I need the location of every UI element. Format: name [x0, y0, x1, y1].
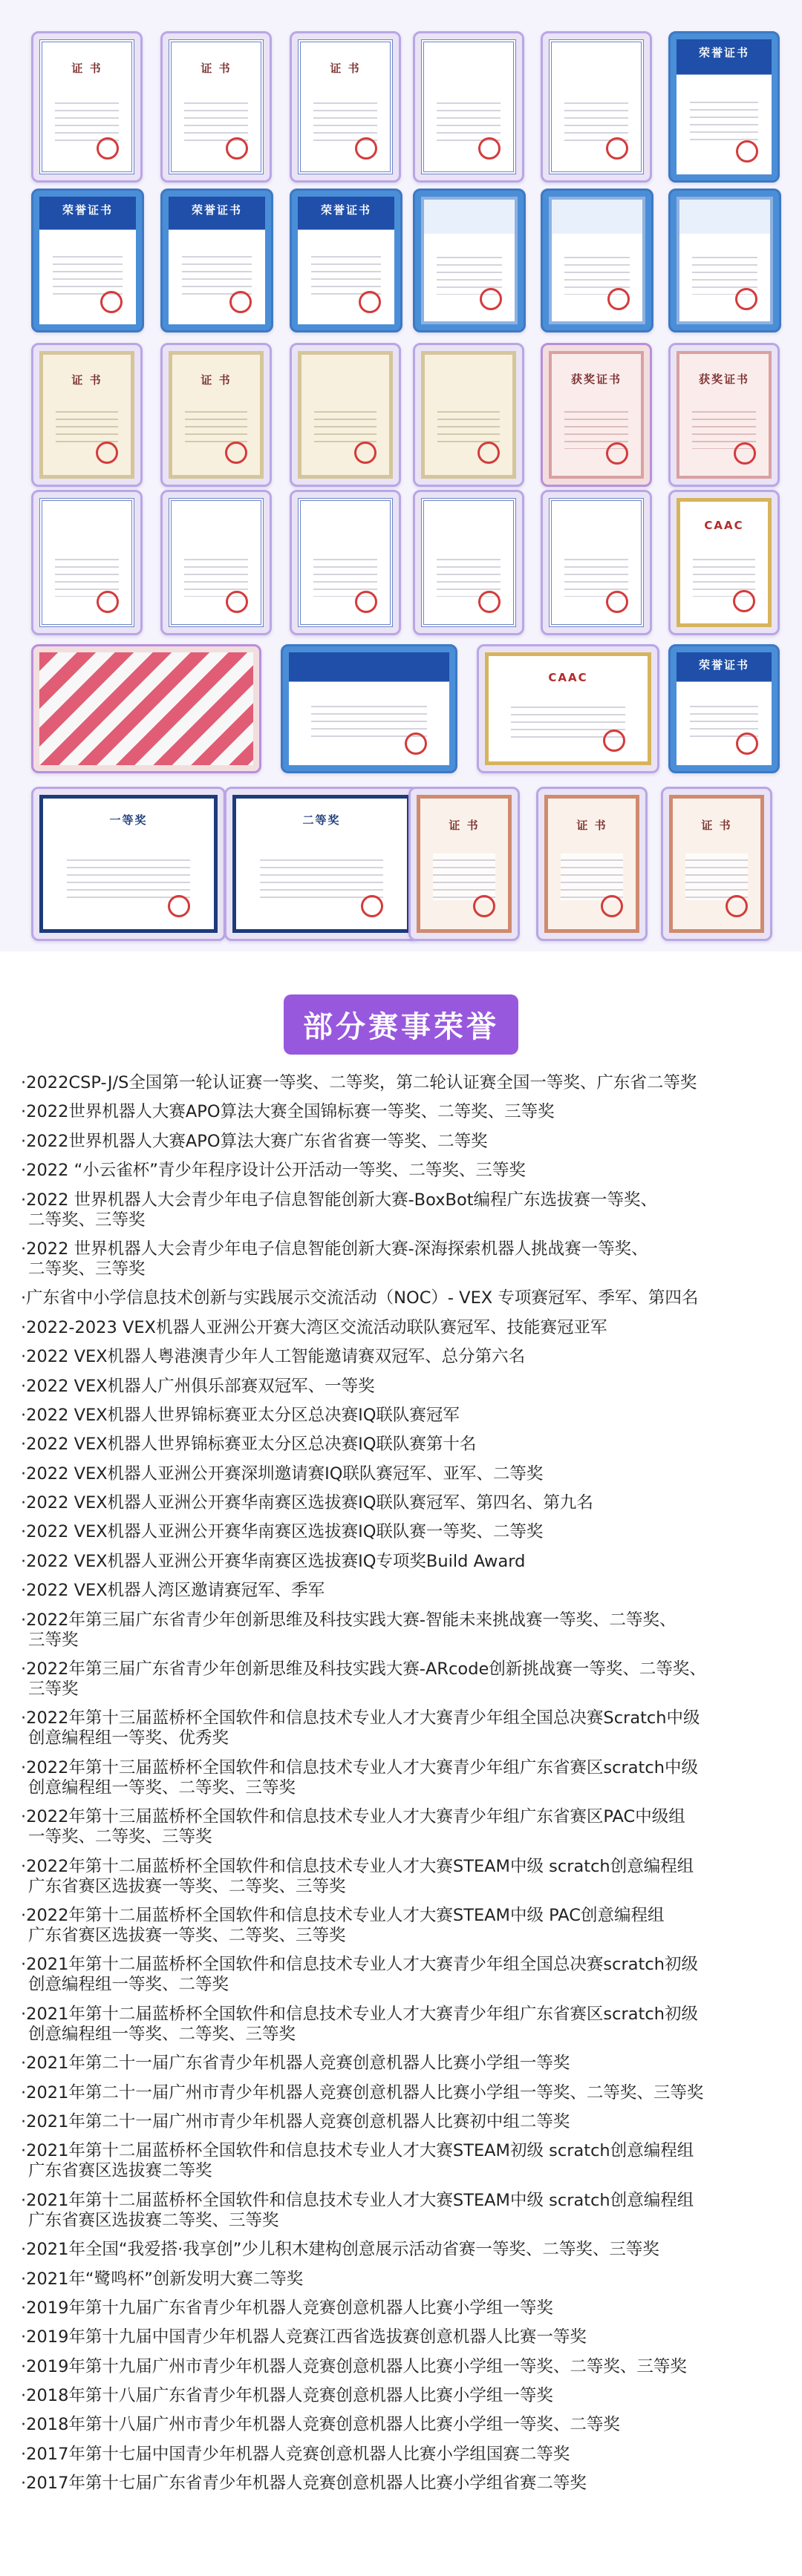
certificate-card	[668, 189, 781, 332]
award-item: ·2022年第十二届蓝桥杯全国软件和信息技术专业人才大赛STEAM中级 scratch创意编程组 广东省赛区选拔赛一等奖、二等奖、三等奖	[21, 1856, 694, 1896]
award-item: ·2022 VEX机器人世界锦标赛亚太分区总决赛IQ联队赛第十名	[21, 1435, 477, 1455]
certificate-title: 荣誉证书	[62, 203, 113, 217]
award-item: ·2017年第十七届广东省青少年机器人竞赛创意机器人比赛小学组省赛二等奖	[21, 2474, 587, 2494]
certificate-title: 获奖证书	[570, 372, 622, 386]
award-item: ·2022 VEX机器人广州俱乐部赛双冠军、一等奖	[21, 1376, 375, 1396]
certificate-card	[31, 787, 226, 941]
certificate-card	[408, 787, 520, 941]
certificate-card	[160, 343, 272, 487]
certificate-paper	[298, 197, 394, 324]
seal-icon	[355, 591, 377, 613]
certificate-card	[31, 644, 261, 773]
seal-icon	[478, 591, 501, 613]
certificate-paper	[39, 197, 136, 324]
seal-icon	[405, 733, 427, 755]
certificate-paper	[169, 351, 264, 479]
award-item: ·2022 VEX机器人亚洲公开赛华南赛区选拔赛IQ联队赛一等奖、二等奖	[21, 1522, 544, 1542]
award-item: ·2022年第十三届蓝桥杯全国软件和信息技术专业人才大赛青少年组广东省赛区PAC中级组 一等奖、二等奖、三等奖	[21, 1807, 685, 1847]
certificate-title: 二等奖	[302, 813, 341, 827]
award-item: ·2021年第二十一届广州市青少年机器人竞赛创意机器人比赛初中组二等奖	[21, 2111, 570, 2131]
award-item: ·2021年第十二届蓝桥杯全国软件和信息技术专业人才大赛STEAM初级 scratch创意编程组 广东省赛区选拔赛二等奖	[21, 2141, 694, 2181]
certificate-text-lines	[433, 853, 496, 900]
award-item: ·2018年第十八届广州市青少年机器人竞赛创意机器人比赛小学组一等奖、二等奖	[21, 2415, 620, 2435]
certificate-paper	[39, 39, 134, 174]
award-item: ·2022 VEX机器人世界锦标赛亚太分区总决赛IQ联队赛冠军	[21, 1405, 460, 1425]
award-item: ·2022-2023 VEX机器人亚洲公开赛大湾区交流活动联队赛冠军、技能赛冠亚军	[21, 1317, 607, 1337]
certificate-card	[224, 787, 419, 941]
certificate-text-lines	[184, 96, 248, 143]
certificate-paper	[417, 795, 512, 933]
award-item: ·2021年第二十一届广东省青少年机器人竞赛创意机器人比赛小学组一等奖	[21, 2054, 570, 2074]
certificate-card	[541, 189, 653, 332]
certificate-paper	[677, 197, 773, 324]
seal-icon	[168, 895, 190, 917]
certificate-paper	[669, 795, 764, 933]
award-item: ·2022世界机器人大赛APO算法大赛全国锦标赛一等奖、二等奖、三等奖	[21, 1102, 555, 1122]
award-item: ·2022年第十三届蓝桥杯全国软件和信息技术专业人才大赛青少年组广东省赛区scratch中级 创意编程组一等奖、二等奖、三等奖	[21, 1757, 698, 1797]
certificate-paper	[421, 39, 516, 174]
section-heading	[0, 994, 802, 1055]
certificate-card	[31, 490, 143, 635]
certificate-paper	[298, 498, 393, 627]
certificate-gallery	[0, 0, 802, 951]
certificate-card	[413, 189, 526, 332]
certificate-card	[290, 31, 401, 183]
seal-icon	[735, 288, 757, 310]
certificate-text-lines	[311, 250, 381, 296]
certificate-paper	[421, 197, 518, 324]
certificate-card	[31, 343, 143, 487]
seal-icon	[480, 288, 502, 310]
seal-icon	[354, 442, 376, 464]
award-item: ·广东省中小学信息技术创新与实践展示交流活动（NOC）- VEX 专项赛冠军、季军、第四名	[21, 1288, 699, 1308]
seal-icon	[229, 291, 252, 313]
section-title: 部分赛事荣誉	[284, 994, 518, 1055]
certificate-title: 获奖证书	[698, 372, 749, 386]
award-item: ·2022 VEX机器人粤港澳青少年人工智能邀请赛双冠军、总分第六名	[21, 1347, 526, 1367]
certificate-title: 证 书	[576, 818, 607, 832]
certificate-card	[541, 343, 652, 487]
certificate-card	[541, 31, 652, 183]
award-item: ·2018年第十八届广东省青少年机器人竞赛创意机器人比赛小学组一等奖	[21, 2386, 553, 2406]
award-item: ·2019年第十九届广东省青少年机器人竞赛创意机器人比赛小学组一等奖	[21, 2298, 553, 2318]
award-item: ·2022 VEX机器人亚洲公开赛华南赛区选拔赛IQ联队赛冠军、第四名、第九名	[21, 1493, 593, 1513]
certificate-card	[413, 31, 524, 183]
award-item: ·2021年第十二届蓝桥杯全国软件和信息技术专业人才大赛STEAM中级 scratch创意编程组 广东省赛区选拔赛二等奖、三等奖	[21, 2190, 694, 2230]
certificate-text-lines	[564, 96, 628, 143]
award-item: ·2021年第十二届蓝桥杯全国软件和信息技术专业人才大赛青少年组全国总决赛scratch初级 创意编程组一等奖、二等奖	[21, 1955, 698, 1995]
award-item: ·2021年全国“我爱搭·我享创”少儿积木建构创意展示活动省赛一等奖、二等奖、三等奖	[21, 2240, 659, 2260]
certificate-paper	[677, 498, 772, 627]
certificate-text-lines	[690, 96, 758, 145]
certificate-card	[31, 189, 144, 332]
certificate-title: 证 书	[200, 62, 232, 76]
seal-icon	[478, 137, 501, 160]
award-item: ·2022 VEX机器人亚洲公开赛华南赛区选拔赛IQ专项奖Build Award	[21, 1551, 526, 1571]
certificate-card	[160, 490, 272, 635]
certificate-title: 荣誉证书	[698, 658, 749, 672]
seal-icon	[606, 137, 628, 160]
certificate-text-lines	[260, 853, 383, 900]
certificate-title: 证 书	[71, 373, 102, 387]
certificate-title: 证 书	[330, 62, 361, 76]
certificate-card	[541, 490, 652, 635]
certificate-card	[31, 31, 143, 183]
award-item: ·2022年第十二届蓝桥杯全国软件和信息技术专业人才大赛STEAM中级 PAC创意编程组 广东省赛区选拔赛一等奖、二等奖、三等奖	[21, 1905, 665, 1945]
seal-icon	[477, 442, 500, 464]
certificate-text-lines	[182, 250, 252, 296]
certificate-card	[160, 31, 272, 183]
award-item: ·2022 VEX机器人湾区邀请赛冠军、季军	[21, 1581, 325, 1601]
seal-icon	[601, 895, 623, 917]
award-item: ·2021年“鹭鸣杯”创新发明大赛二等奖	[21, 2269, 304, 2289]
certificate-paper	[421, 498, 516, 627]
seal-icon	[473, 895, 495, 917]
certificate-paper	[169, 498, 264, 627]
seal-icon	[736, 733, 758, 755]
certificate-title: 荣誉证书	[698, 46, 749, 60]
award-item: ·2017年第十七届中国青少年机器人竞赛创意机器人比赛小学组国赛二等奖	[21, 2444, 570, 2464]
certificate-card	[413, 490, 524, 635]
certificate-paper	[544, 795, 639, 933]
certificate-card	[290, 343, 401, 487]
award-item: ·2022 世界机器人大会青少年电子信息智能创新大赛-BoxBot编程广东选拔赛一等奖、 二等奖、三等奖	[21, 1190, 658, 1230]
certificate-paper	[39, 351, 134, 479]
award-item: ·2022年第三届广东省青少年创新思维及科技实践大赛-ARcode创新挑战赛一等奖、二等奖、 三等奖	[21, 1659, 706, 1700]
certificate-title: 荣誉证书	[191, 203, 242, 217]
certificate-paper	[677, 652, 772, 765]
certificate-card	[281, 644, 457, 773]
award-item: ·2022 世界机器人大会青少年电子信息智能创新大赛-深海探索机器人挑战赛一等奖、 二等奖、三等奖	[21, 1239, 648, 1279]
certificate-text-lines	[437, 96, 501, 143]
seal-icon	[736, 140, 758, 163]
certificate-card	[477, 644, 659, 773]
seal-icon	[603, 730, 625, 752]
seal-icon	[607, 288, 630, 310]
certificate-paper	[485, 652, 651, 765]
certificate-paper	[232, 795, 411, 933]
seal-icon	[226, 591, 248, 613]
award-list	[0, 1073, 802, 2503]
certificate-title: 证 书	[449, 818, 480, 832]
seal-icon	[359, 291, 381, 313]
certificate-title: 证 书	[200, 373, 232, 387]
certificate-title: CAAC	[548, 670, 588, 684]
award-item: ·2019年第十九届广州市青少年机器人竞赛创意机器人比赛小学组一等奖、二等奖、三等奖	[21, 2356, 687, 2376]
certificate-paper	[169, 39, 264, 174]
certificate-paper	[39, 652, 253, 765]
seal-icon	[733, 590, 755, 612]
certificate-paper	[549, 498, 644, 627]
award-item: ·2022世界机器人大赛APO算法大赛广东省省赛一等奖、二等奖	[21, 1131, 488, 1151]
seal-icon	[355, 137, 377, 160]
certificate-card	[536, 787, 648, 941]
certificate-card	[160, 189, 273, 332]
award-item: ·2022年第十三届蓝桥杯全国软件和信息技术专业人才大赛青少年组全国总决赛Scratch中级 创意编程组一等奖、优秀奖	[21, 1708, 700, 1749]
certificate-paper	[421, 351, 516, 479]
certificate-title: 一等奖	[109, 813, 148, 827]
certificate-card	[668, 644, 780, 773]
award-item: ·2022年第三届广东省青少年创新思维及科技实践大赛-智能未来挑战赛一等奖、二等奖、 三等奖	[21, 1610, 677, 1650]
certificate-paper	[549, 351, 644, 479]
certificate-paper	[289, 652, 449, 765]
certificate-card	[668, 490, 780, 635]
certificate-card	[668, 343, 780, 487]
certificate-text-lines	[313, 96, 377, 143]
certificate-paper	[39, 498, 134, 627]
seal-icon	[606, 442, 628, 465]
certificate-text-lines	[685, 853, 749, 900]
certificate-text-lines	[55, 96, 119, 143]
certificate-paper	[677, 39, 772, 174]
seal-icon	[726, 895, 748, 917]
certificate-title: 荣誉证书	[320, 203, 371, 217]
certificate-paper	[39, 795, 218, 933]
certificate-card	[413, 343, 524, 487]
seal-icon	[226, 137, 248, 160]
award-item: ·2021年第十二届蓝桥杯全国软件和信息技术专业人才大赛青少年组广东省赛区scratch初级 创意编程组一等奖、二等奖、三等奖	[21, 2004, 698, 2044]
seal-icon	[100, 291, 123, 313]
seal-icon	[734, 442, 756, 465]
certificate-text-lines	[67, 853, 190, 900]
award-item: ·2022 VEX机器人亚洲公开赛深圳邀请赛IQ联队赛冠军、亚军、二等奖	[21, 1464, 544, 1484]
certificate-card	[661, 787, 772, 941]
certificate-paper	[169, 197, 265, 324]
certificate-paper	[298, 39, 393, 174]
seal-icon	[97, 591, 119, 613]
award-item: ·2019年第十九届中国青少年机器人竞赛江西省选拔赛创意机器人比赛一等奖	[21, 2327, 587, 2347]
certificate-title: 证 书	[701, 818, 732, 832]
seal-icon	[361, 895, 383, 917]
certificate-card	[290, 189, 402, 332]
certificate-title: CAAC	[704, 518, 744, 532]
award-item: ·2022CSP-J/S全国第一轮认证赛一等奖、二等奖，第二轮认证赛全国一等奖、广东省二等奖	[21, 1073, 697, 1092]
seal-icon	[97, 137, 119, 160]
certificate-paper	[298, 351, 393, 479]
certificate-card	[290, 490, 401, 635]
certificate-title: 证 书	[71, 62, 102, 76]
certificate-text-lines	[53, 250, 123, 296]
seal-icon	[96, 442, 118, 464]
certificate-card	[668, 31, 780, 183]
award-item: ·2022 “小云雀杯”青少年程序设计公开活动一等奖、二等奖、三等奖	[21, 1161, 526, 1181]
certificate-paper	[549, 197, 645, 324]
certificate-paper	[677, 351, 772, 479]
certificate-paper	[549, 39, 644, 174]
seal-icon	[225, 442, 247, 464]
certificate-text-lines	[561, 853, 624, 900]
award-item: ·2021年第二十一届广州市青少年机器人竞赛创意机器人比赛小学组一等奖、二等奖、三等奖	[21, 2082, 704, 2103]
seal-icon	[606, 591, 628, 613]
